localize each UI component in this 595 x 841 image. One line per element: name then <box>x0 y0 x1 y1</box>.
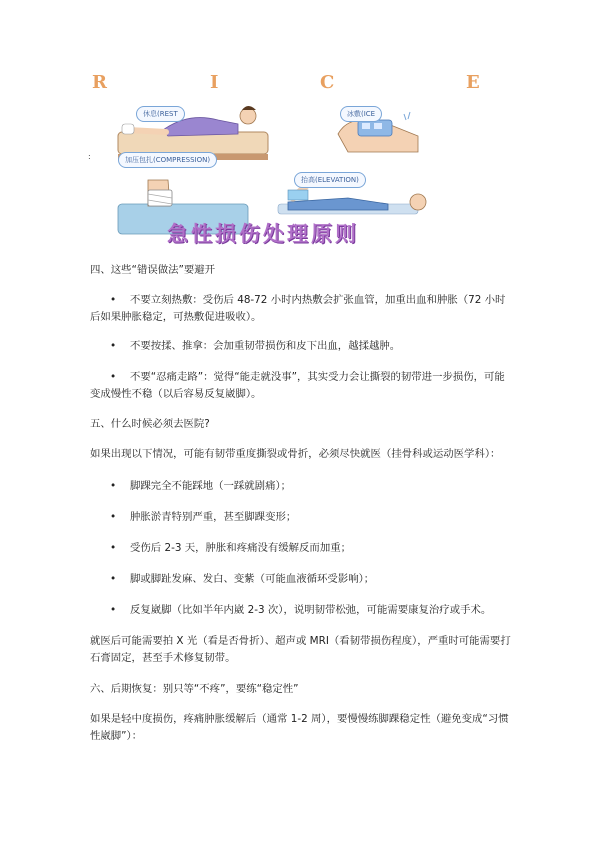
figure-title: 急性损伤处理原则 <box>167 221 359 246</box>
elevation-illustration <box>278 184 426 214</box>
section-5-bullet <box>90 571 515 588</box>
section-5-intro: 如果出现以下情况，可能有韧带重度撕裂或骨折，必须尽快就医（挂骨科或运动医学科）： <box>90 448 501 460</box>
section-4-bullet <box>90 338 515 355</box>
section-6-intro: 如果是轻中度损伤，疼痛肿胀缓解后（通常 1-2 周），要慢慢练脚踝稳定性（避免变成“习惯性崴脚”）： <box>90 713 509 742</box>
rice-letter-e: E <box>466 72 480 93</box>
elevation-label: 抬高(ELEVATION) <box>294 172 366 188</box>
bullet-dot: • <box>110 511 117 523</box>
section-6-heading: 六、后期恢复：别只等“不疼”，要练“稳定性” <box>90 683 299 695</box>
bullet-text: 脚踝完全不能踩地（一踩就剧痛）； <box>130 480 292 492</box>
bullet-dot: • <box>110 542 117 554</box>
bullet-dot: • <box>110 480 117 492</box>
side-mark: : <box>88 152 91 161</box>
section-5-bullet <box>90 478 515 495</box>
bullet-dot: • <box>110 573 117 585</box>
bullet-text: 反复崴脚（比如半年内崴 2-3 次），说明韧带松弛，可能需要康复治疗或手术。 <box>130 604 492 616</box>
section-5-bullet <box>90 540 515 557</box>
section-5-heading: 五、什么时候必须去医院? <box>90 418 210 430</box>
rice-figure <box>88 66 498 246</box>
section-5-bullet <box>90 509 515 526</box>
rice-letter-r: R <box>92 72 107 93</box>
rice-letter-c: C <box>320 72 335 93</box>
bullet-text: 不要按揉、推拿：会加重韧带损伤和皮下出血，越揉越肿。 <box>130 340 401 352</box>
rice-letter-i: I <box>210 72 219 93</box>
compression-label: 加压包扎(COMPRESSION) <box>118 152 217 168</box>
bullet-text: 不要立刻热敷：受伤后 48-72 小时内热敷会扩张血管，加重出血和肿胀（72 小时后如果肿胀稳定，可热敷促进吸收）。 <box>90 294 506 323</box>
rest-label: 休息(REST <box>136 106 185 122</box>
bullet-text: 脚或脚趾发麻、发白、变紫（可能血液循环受影响）； <box>130 573 375 585</box>
section-4-bullet <box>90 292 515 326</box>
ice-label: 冰敷(ICE <box>340 106 382 122</box>
bullet-text: 肿胀淤青特别严重，甚至脚踝变形； <box>130 511 297 523</box>
section-4-bullet <box>90 369 515 403</box>
section-4-heading: 四、这些“错误做法”要避开 <box>90 264 216 276</box>
bullet-text: 不要“忍痛走路”：觉得“能走就没事”，其实受力会让撕裂的韧带进一步损伤，可能变成慢性不稳（以后容易反复崴脚）。 <box>90 371 505 400</box>
bullet-text: 受伤后 2-3 天，肿胀和疼痛没有缓解反而加重； <box>130 542 351 554</box>
bullet-dot: • <box>110 371 117 383</box>
bullet-dot: • <box>110 294 117 306</box>
bullet-dot: • <box>110 604 117 616</box>
bullet-dot: • <box>110 340 117 352</box>
section-5-after: 就医后可能需要拍 X 光（看是否骨折）、超声或 MRI（看韧带损伤程度），严重时可能需要打石膏固定，甚至手术修复韧带。 <box>90 635 511 664</box>
section-5-bullet <box>90 602 515 619</box>
